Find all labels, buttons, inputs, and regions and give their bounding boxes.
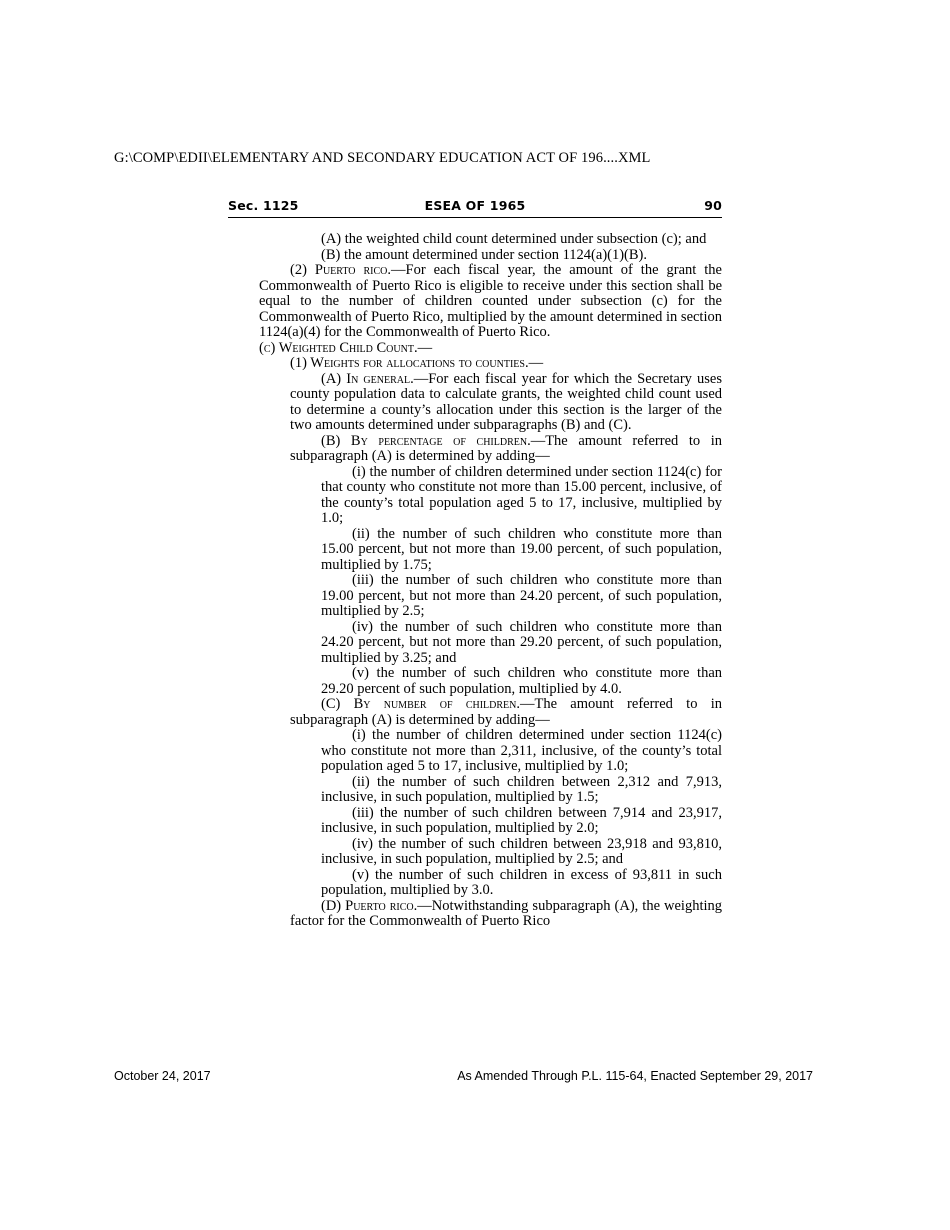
header-title: ESEA OF 1965	[424, 198, 526, 213]
subsection-c-heading	[259, 341, 722, 357]
C-heading: (C) By number of children.	[321, 696, 520, 712]
clause-B-i: (i) the number of children determined under section 1124(c) for that county who constitute not more than 15.00 percent, inclusive, of the county’s total population aged 5 to 17, inclusive, multiplied by 1.0;	[321, 463, 722, 526]
footer-amended-through: As Amended Through P.L. 115-64, Enacted September 29, 2017	[457, 1069, 813, 1083]
B-text: —The amount referred to in subparagraph (A) is determined by adding—	[290, 432, 722, 464]
D-heading: (D) Puerto rico.	[321, 897, 418, 914]
subparagraph-A	[259, 372, 722, 434]
c1-text: —	[528, 355, 544, 371]
header-page-number: 90	[704, 198, 722, 213]
paragraph-b1-B: (B) the amount determined under section 1124(a)(1)(B).	[321, 246, 648, 263]
paragraph-b2	[259, 263, 722, 341]
clause-C-iv: (iv) the number of such children between 23,918 and 93,810, inclusive, in such population, multiplied by 2.5; and	[321, 835, 722, 867]
C-text: —The amount referred to in subparagraph (A) is determined by adding—	[290, 696, 722, 728]
b2-heading: (2) Puerto rico.	[290, 262, 392, 278]
A-heading: (A) In general.	[321, 370, 414, 387]
D-text: —Notwithstanding subparagraph (A), the weighting factor for the Commonwealth of Puerto Rico	[290, 897, 722, 929]
document-body	[259, 232, 722, 930]
clause-B-iv: (iv) the number of such children who constitute more than 24.20 percent, but not more than 29.20 percent, of such population, multiplied by 3.25; and	[321, 618, 722, 666]
clause-C-ii: (ii) the number of such children between 2,312 and 7,913, inclusive, in such population, multiplied by 1.5;	[321, 773, 722, 805]
B-heading: (B) By percentage of children.	[321, 432, 531, 449]
subparagraph-D	[259, 899, 722, 930]
c1-heading: (1) Weights for allocations to counties.	[290, 355, 529, 371]
paragraph-b1-A: (A) the weighted child count determined under subsection (c); and	[321, 231, 707, 247]
b2-text: —For each fiscal year, the amount of the grant the Commonwealth of Puerto Rico is eligible to receive under this section shall be equal to the number of children counted under subsection (c) for the Commonwealth of Puerto Rico, multiplied by the amount determined in section 1124(a)(4) for the Commonwealth of Puerto Rico.	[259, 262, 722, 340]
c-text: —	[417, 339, 433, 356]
clause-C-i: (i) the number of children determined under section 1124(c) who constitute not more than 2,311, inclusive, of the county’s total population aged 5 to 17, inclusive, multiplied by 1.0;	[321, 727, 722, 774]
subparagraph-C	[259, 697, 722, 728]
clause-B-ii: (ii) the number of such children who constitute more than 15.00 percent, but not more than 19.00 percent, of such population, multiplied by 1.75;	[321, 525, 722, 573]
clause-B-iii: (iii) the number of such children who constitute more than 19.00 percent, but not more than 24.20 percent, of such population, multiplied by 2.5;	[321, 572, 722, 619]
c-heading: (c) Weighted Child Count.	[259, 339, 418, 356]
file-path: G:\COMP\EDII\ELEMENTARY AND SECONDARY EDUCATION ACT OF 196....XML	[114, 150, 651, 166]
clause-C-iii: (iii) the number of such children between 7,914 and 23,917, inclusive, in such population, multiplied by 2.0;	[321, 804, 722, 836]
paragraph-c1-heading	[259, 356, 722, 372]
A-text: —For each fiscal year for which the Secretary uses county population data to calculate grants, the weighted child count used to determine a county’s allocation under this section is the larger of the two amounts determined under subparagraphs (B) and (C).	[290, 370, 723, 433]
clause-C-v: (v) the number of such children in excess of 93,811 in such population, multiplied by 3.0.	[321, 866, 722, 898]
footer-date: October 24, 2017	[114, 1069, 211, 1083]
page-header	[228, 198, 722, 218]
header-section: Sec. 1125	[228, 198, 299, 213]
subparagraph-B	[259, 434, 722, 465]
clause-B-v: (v) the number of such children who constitute more than 29.20 percent of such population, multiplied by 4.0.	[321, 665, 722, 697]
